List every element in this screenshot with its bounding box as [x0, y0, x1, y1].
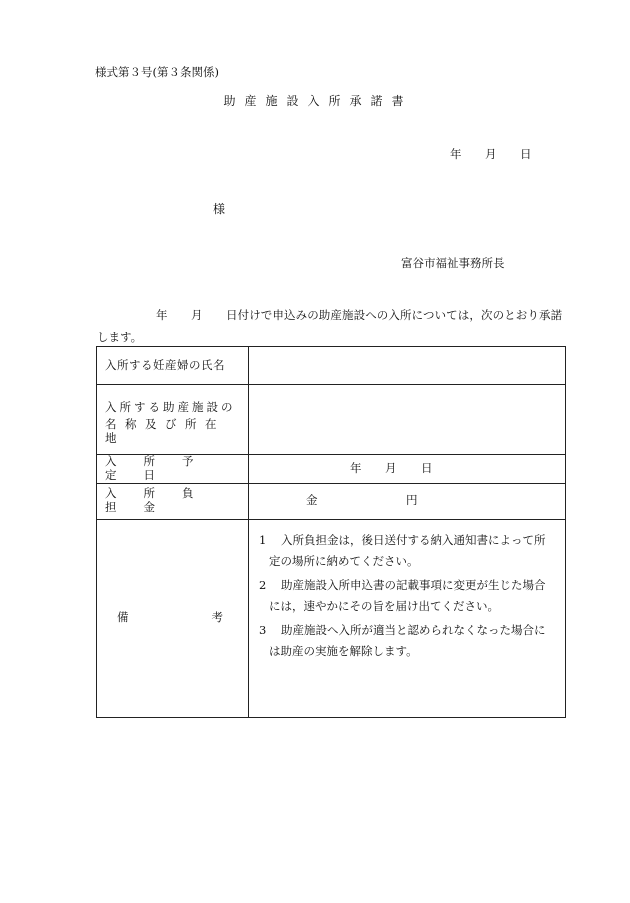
remark-note-line2: 定の場所に納めてください。	[269, 553, 419, 568]
fee-suffix: 円	[406, 493, 418, 508]
body-month: 月	[191, 308, 203, 322]
row-fee	[97, 483, 566, 519]
field-scheduled-date[interactable]	[249, 455, 566, 484]
remark-note-line2: は助産の実施を解除します。	[269, 643, 418, 658]
label-facility-line2: 名称及び所在地	[105, 416, 225, 445]
label-fee	[97, 483, 249, 519]
remark-note-line1: 助産施設入所申込書の記載事項に変更が生じた場合	[281, 577, 546, 592]
field-fee[interactable]	[249, 483, 566, 519]
label-patient-name	[97, 347, 249, 385]
remark-note	[257, 530, 557, 572]
label-patient-name-text: 入所する妊産婦の氏名	[105, 357, 225, 372]
label-remarks	[97, 519, 249, 717]
remark-note	[257, 620, 557, 662]
fee-prefix: 金	[306, 493, 318, 508]
remark-note-number: 3	[259, 622, 267, 637]
document-title	[0, 95, 630, 107]
remark-note-number: 1	[259, 532, 267, 547]
label-remarks-text	[97, 611, 248, 625]
label-facility-text	[97, 396, 248, 444]
remark-note	[257, 575, 557, 617]
scheduled-month: 月	[385, 460, 397, 475]
addressee-honorific: 様	[213, 202, 226, 216]
date-year: 年	[450, 147, 462, 161]
body-year: 年	[156, 308, 168, 322]
body-line2-text: します。	[97, 330, 143, 344]
body-line1-text: 日付けで申込みの助産施設への入所については，次のとおり承諾	[226, 308, 563, 322]
date-day: 日	[520, 147, 532, 161]
field-patient-name[interactable]	[249, 347, 566, 385]
scheduled-day: 日	[421, 460, 433, 475]
remarks-notes	[249, 519, 566, 717]
remark-note-line1: 助産施設へ入所が適当と認められなくなった場合に	[281, 622, 546, 637]
label-remarks-left: 備	[117, 610, 129, 625]
label-scheduled-date	[97, 455, 249, 484]
row-patient-name	[97, 347, 566, 385]
scheduled-year: 年	[350, 460, 362, 475]
issuer-name: 富谷市福祉事務所長	[401, 256, 505, 270]
remark-note-number: 2	[259, 577, 267, 592]
row-facility	[97, 385, 566, 455]
date-month: 月	[485, 147, 497, 161]
label-facility	[97, 385, 249, 455]
label-facility-line1: 入所する助産施設の	[105, 399, 236, 414]
form-number: 様式第３号(第３条関係)	[95, 65, 219, 79]
document-title-text: 助産施設入所承諾書	[223, 94, 413, 108]
label-scheduled-date-text: 入所予定日	[105, 454, 221, 482]
row-scheduled-date	[97, 455, 566, 484]
approval-table	[96, 346, 566, 718]
remark-note-line1: 入所負担金は，後日送付する納入通知書によって所	[281, 532, 546, 547]
label-fee-text: 入所負担金	[105, 486, 221, 515]
row-remarks	[97, 519, 566, 717]
field-facility[interactable]	[249, 385, 566, 455]
label-remarks-right: 考	[211, 610, 223, 625]
remark-note-line2: には，速やかにその旨を届け出てください。	[269, 598, 499, 613]
